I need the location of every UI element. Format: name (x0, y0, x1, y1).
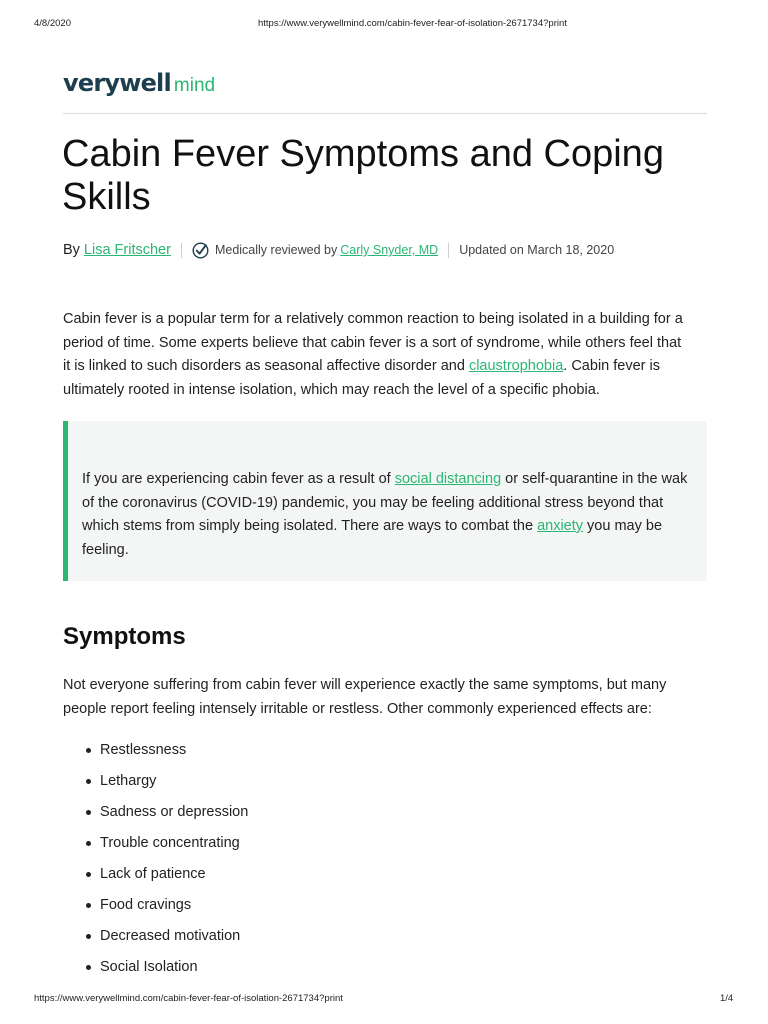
intro-line: ultimately rooted in intense isolation, which may reach the level of a specific phobia. (63, 381, 600, 398)
bullet-icon (86, 779, 91, 784)
byline (63, 240, 614, 260)
symptom-text: Lethargy (100, 773, 157, 789)
list-item (63, 955, 248, 986)
symptom-text: Trouble concentrating (100, 835, 240, 851)
updated-date: Updated on March 18, 2020 (459, 243, 615, 257)
symptom-text: Restlessness (100, 742, 187, 758)
symptoms-intro (63, 674, 707, 721)
intro-line: Cabin fever is a popular term for a relatively common reaction to being isolated in a building for a (63, 311, 683, 327)
reviewed-label: Medically reviewed by (214, 243, 338, 257)
anxiety-link[interactable]: anxiety (537, 518, 584, 534)
symptom-text: Food cravings (100, 897, 192, 913)
print-date: 4/8/2020 (34, 18, 71, 29)
intro-line: period of time. Some experts believe that cabin fever is a sort of syndrome, while others feel that (63, 334, 682, 351)
intro-line (63, 355, 707, 379)
check-circle-icon (192, 242, 209, 259)
callout-text (82, 468, 707, 562)
byline-divider (448, 243, 449, 258)
list-item (63, 800, 248, 831)
intro-paragraph (63, 308, 707, 403)
list-item (63, 738, 248, 769)
list-item (63, 769, 248, 800)
header-divider (63, 113, 707, 114)
symptom-text: Social Isolation (100, 959, 198, 975)
list-item (63, 893, 248, 924)
list-item (63, 862, 248, 893)
print-header (0, 18, 768, 32)
callout-line (82, 468, 707, 492)
page-number: 1/4 (720, 993, 734, 1004)
bullet-icon (86, 841, 91, 846)
symptoms-intro-line: Not everyone suffering from cabin fever will experience exactly the same symptoms, but many (63, 677, 667, 693)
bullet-icon (86, 810, 91, 815)
symptom-text: Decreased motivation (100, 928, 241, 944)
callout-line: of the coronavirus (COVID-19) pandemic, you may be feeling additional stress beyond that (82, 494, 664, 511)
byline-prefix: By (63, 242, 80, 258)
footer-url: https://www.verywellmind.com/cabin-fever-fear-of-isolation-2671734?print (34, 993, 343, 1004)
symptom-text: Sadness or depression (100, 804, 249, 820)
bullet-icon (86, 965, 91, 970)
callout-text-part: which stems from simply being isolated. There are ways to combat the (82, 518, 538, 534)
bullet-icon (86, 903, 91, 908)
article-title: Cabin Fever Symptoms and Coping Skills (62, 133, 664, 218)
list-item (63, 924, 248, 955)
site-logo[interactable] (63, 69, 215, 105)
print-url: https://www.verywellmind.com/cabin-fever-fear-of-isolation-2671734?print (258, 18, 567, 29)
social-distancing-link[interactable]: social distancing (394, 471, 502, 487)
callout-box (63, 421, 707, 581)
reviewer-link[interactable]: Carly Snyder, MD (340, 243, 439, 257)
author-link[interactable]: Lisa Fritscher (83, 242, 171, 258)
symptom-text: Lack of patience (100, 866, 206, 882)
intro-text: . Cabin fever is (563, 358, 660, 374)
callout-line (82, 515, 707, 539)
callout-line: feeling. (82, 541, 129, 558)
callout-text-part: or self-quarantine in the wak (501, 471, 688, 487)
callout-text-part: If you are experiencing cabin fever as a result of (82, 471, 395, 487)
logo-main-text: verywell (63, 69, 171, 97)
byline-divider (181, 243, 182, 258)
bullet-icon (86, 748, 91, 753)
bullet-icon (86, 934, 91, 939)
claustrophobia-link[interactable]: claustrophobia (468, 358, 564, 374)
callout-text-part: you may be (583, 518, 663, 534)
symptoms-heading: Symptoms (63, 623, 186, 650)
list-item (63, 831, 248, 862)
logo-sub-text: mind (173, 75, 216, 96)
symptom-list (63, 738, 248, 986)
intro-text: it is linked to such disorders as seasonal affective disorder and (63, 358, 469, 374)
bullet-icon (86, 872, 91, 877)
symptoms-intro-line: people report feeling intensely irritable or restless. Other commonly experienced effects are: (63, 700, 652, 717)
